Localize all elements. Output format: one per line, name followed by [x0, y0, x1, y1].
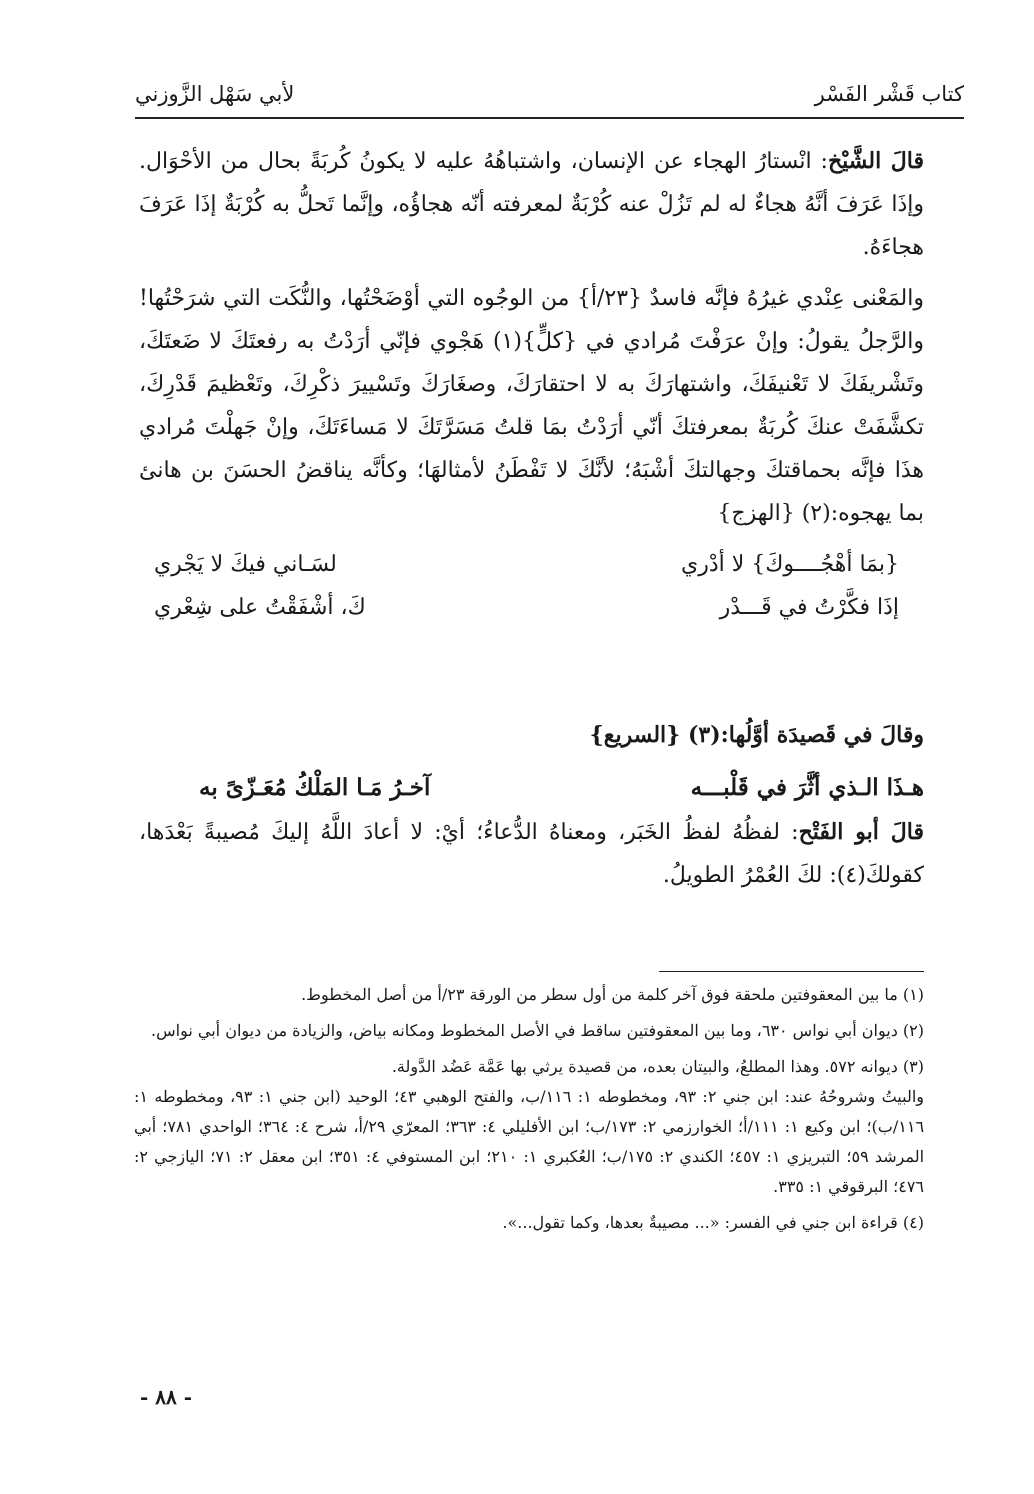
author-name: لأبي سَهْل الزَّوزني	[135, 82, 295, 106]
verse-line-2	[139, 586, 924, 629]
speaker-label: قالَ الشَّيْخ	[827, 148, 924, 174]
footnote-2: (٢) ديوان أبي نواس ٦٣٠، وما بين المعقوفتين ساقط في الأصل المخطوط ومكانه بياض، والزيادة من ديوان أبي نواس.	[151, 1021, 924, 1040]
paragraph-text: : لفظُهُ لفظُ الخَبَر، ومعناهُ الدُّعاءُ؛ أيْ: لا أعادَ اللَّهُ إليكَ مُصيبةً بَعْدَها، كقولكَ(٤): لكَ العُمْرُ الطويلُ.	[139, 820, 924, 888]
paragraph-2: والمَعْنى عِنْدي غيرُهُ فإنَّه فاسدٌ {٢٣/أ} من الوجُوه التي أوْضَحْتُها، والنُّكَت التي شرَحْتُها! والرَّجلُ يقولُ: وإنْ عرَفْتَ مُرادي في {كلٍّ}(١) هَجْوي فإنّي أرَدْتُ به رفعتَكَ لا ضَعتَكَ، وتَشْريفَكَ لا تَعْنيفَكَ، واشتهارَكَ به لا احتقارَكَ، وصغَارَكَ وتَسْييرَ ذكْرِكَ، وتَعْظيمَ قَدْرِكَ، تكشَّفَتْ عنكَ كُربَةٌ بمعرفتكَ أنّي أرَدْتُ بمَا قلتُ مَسَرَّتَكَ لا مَساءَتَكَ، وإنْ جَهلْتَ مُرادي هذَا فإنَّه بحماقتكَ وجهالتكَ أشْبَهُ؛ لأنَّكَ لا تَفْطَنُ لأمثالهَا؛ وكأنَّه يناقضُ الحسَنَ بن هانئ بما يهجوه:(٢) {الهزج}	[139, 286, 924, 526]
footnote-3-sources: والبيتُ وشروحُهُ عند: ابن جني ٢: ٩٣، ومخطوطه ١: ١١٦/ب، والفتح الوهبي ٤٣؛ الوحيد (ابن جني ١: ٩٣، ومخطوطه ١: ١١٦/ب)؛ ابن وكيع ١: ١١١/أ؛ الخوارزمي ٢: ١٧٣/ب؛ ابن الأفليلي ٤: ٣٦٣؛ المعرّي ٢٩/أ، شرح ٤: ٣٦٤؛ الواحدي ٧٨١؛ أبي المرشد ٥٩؛ التبريزي ١: ٤٥٧؛ الكندي ٢: ١٧٥/ب؛ العُكبري ١: ٢١٠؛ ابن المستوفي ٤: ٣٥١؛ ابن معقل ٢: ٧١؛ اليازجي ٢: ٤٧٦؛ البرقوقي ١: ٣٣٥.	[134, 1087, 925, 1196]
poem-intro: وقالَ في قَصيدَة أوَّلُها:(٣) {السريع}	[589, 722, 924, 748]
paragraph-3	[139, 811, 924, 897]
hemistich-right: {بمَا أهْجُــــوكَ} لا أدْري	[680, 552, 899, 577]
footnotes	[134, 980, 924, 1244]
footnote-3	[134, 1052, 924, 1202]
main-text	[139, 140, 924, 905]
footnote-3-text: (٣) ديوانه ٥٧٢. وهذا المطلعُ، والبيتان بعده، من قصيدة يرثي بها عَمَّة عَضُد الدَّولة.	[391, 1057, 924, 1076]
hemistich-left: لسَـاني فيكَ لا يَجْري	[154, 552, 337, 577]
footnote-4: (٤) قراءة ابن جني في الفسر: «... مصيبةٌ بعدها، وكما تقول...».	[502, 1213, 924, 1232]
verse-line-1	[139, 543, 924, 586]
hemistich-right: هـذَا الـذي أثَّرَ في قَلْبـــه	[690, 774, 924, 801]
running-header	[135, 78, 964, 118]
hemistich-left: كَ، أشْفَقْتُ على شِعْري	[154, 595, 366, 620]
verse-line-3	[139, 765, 924, 811]
paragraph-text: : انْستارُ الهجاء عن الإنسان، واشتباهُهُ عليه لا يكونُ كُربَةً بحال من الأحْوَال. وإذَا عَرَفَ أنَّهُ هجاءٌ له لم تَزُلْ عنه كُرْبَةٌ لمعرفته أنّه هجاؤُه، وإنَّما تَحلُّ به كُرْبَةٌ إذَا عَرَفَ هجاءَهُ.	[139, 149, 924, 260]
hemistich-right: إذَا فكَّرْتُ في قَـــدْر	[719, 595, 899, 620]
footnote-1: (١) ما بين المعقوفتين ملحقة فوق آخر كلمة من أول سطر من الورقة ٢٣/أ من أصل المخطوط.	[301, 985, 924, 1004]
page-number: - ٨٨ -	[140, 1385, 193, 1409]
header-rule	[135, 117, 964, 119]
speaker-label: قالَ أبو الفَتْح	[798, 819, 924, 845]
hemistich-left: آخـرُ مَـا المَلْكُ مُعَـزّىً به	[199, 774, 431, 801]
book-title: كتاب قَشْر الفَسْر	[814, 82, 964, 106]
paragraph-1	[139, 140, 924, 269]
footnote-rule	[659, 971, 924, 972]
